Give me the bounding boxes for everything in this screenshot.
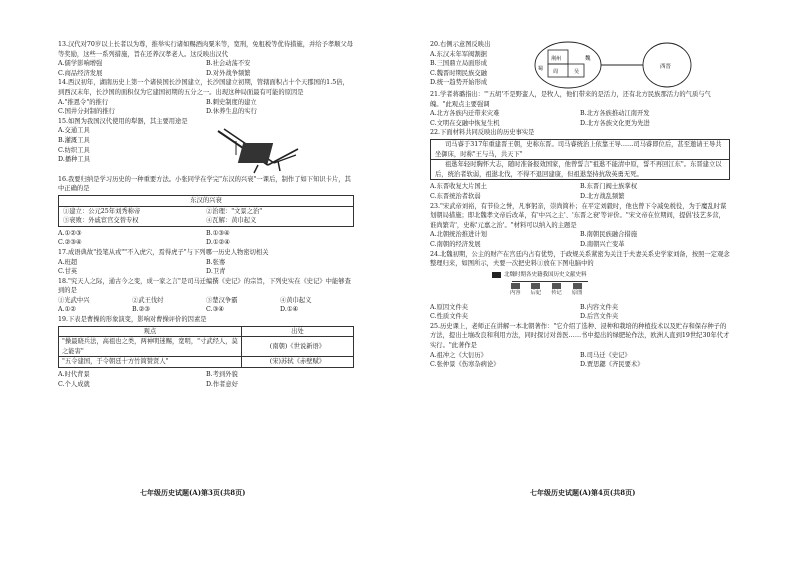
options-row xyxy=(58,380,354,390)
folder-label: 原图 xyxy=(571,289,583,296)
card-item: ①建立：公元25年刘秀称帝 xyxy=(63,207,141,215)
option-c[interactable]: C.③④ xyxy=(206,306,224,314)
question-17 xyxy=(58,248,354,277)
map-label: 西晋 xyxy=(660,64,672,70)
left-page xyxy=(58,40,354,389)
option-c[interactable]: C.张仲景《伤寒杂病论》 xyxy=(430,361,500,369)
items-row xyxy=(58,296,354,306)
option-d[interactable]: D.贾思勰《齐民要术》 xyxy=(580,361,644,369)
option-b[interactable]: B.灌溉工具 xyxy=(58,136,90,144)
option-d[interactable]: D.卫青 xyxy=(206,268,226,276)
question-stem: 17.成语典故"投笔从戎""不入虎穴，焉得虎子"与下列哪一历史人物密切相关 xyxy=(58,248,269,256)
folder-label: 传记 xyxy=(551,289,562,296)
item: ③楚汉争霸 xyxy=(206,296,238,304)
option-b[interactable]: B.①③④ xyxy=(206,229,230,237)
card-item: ④瓦解：黄巾起义 xyxy=(206,217,257,225)
question-24 xyxy=(430,250,730,322)
table-cell: "五令建国，于令朝廷十方竹简赞贤人" xyxy=(59,357,242,368)
option-a[interactable]: A.时代背景 xyxy=(58,371,90,379)
options-row xyxy=(58,238,354,248)
question-stem: 13.汉代对70岁以上长者以为尊，推举实行诸如赐酒肉粟米等，宽刑，免租税等优待措施，并给予孝顺父母等奖励，这些一系列措施，旨在还养汉孝老人。这反映出汉代 xyxy=(58,41,354,58)
options-row xyxy=(58,258,354,268)
question-stem: 19.下表是曹操的形象演变，影响对曹操评价的因素是 xyxy=(58,316,207,324)
table-row xyxy=(59,357,354,368)
option-a[interactable]: A.①② xyxy=(58,306,76,314)
option-b[interactable]: B.张骞 xyxy=(206,258,226,266)
option-c[interactable]: C.商品经济发展 xyxy=(58,69,103,77)
diagram-title: 北魏时期各史籍我国历史文献史料 xyxy=(504,271,587,278)
option-a[interactable]: A.东晋收复大片国土 xyxy=(430,183,487,191)
options-row xyxy=(58,107,354,117)
options-row xyxy=(430,182,730,192)
page-footer-left: 七年级历史试题(A)第3页(共8页) xyxy=(140,488,246,497)
question-16 xyxy=(58,175,354,248)
options-row xyxy=(430,351,730,361)
option-b[interactable]: B.司马迁《史记》 xyxy=(580,351,631,359)
option-d[interactable]: D.①②④ xyxy=(206,239,230,247)
table-header: 观点 xyxy=(59,326,242,337)
options-row xyxy=(430,360,730,370)
map-label: 魏 xyxy=(585,56,591,62)
opinion-table xyxy=(58,326,354,368)
table-header: 出处 xyxy=(241,326,353,337)
option-b[interactable]: B.南朝民族融合措施 xyxy=(580,231,638,239)
option-b[interactable]: B.东晋门阀士族掌权 xyxy=(580,183,638,191)
question-23 xyxy=(430,202,730,250)
table-cell: "操最晓兵法，高祖也之类，两神明迷赐，宽明，"寸武经人，莫之能害" xyxy=(59,337,242,357)
question-stem: 20.右侧示意图反映出 xyxy=(430,41,491,48)
question-stem: 22.下面材料共同反映出的历史事实是 xyxy=(430,129,535,137)
question-stem: 15.如图为我国汉代使用的犁器，其主要用途是 xyxy=(58,117,188,125)
item: ④黄巾起义 xyxy=(280,296,312,304)
option-a[interactable]: A.①②③ xyxy=(58,229,82,237)
options-row xyxy=(430,240,730,250)
options-row xyxy=(430,119,730,129)
question-22 xyxy=(430,128,730,201)
options-row xyxy=(430,230,730,240)
card-title: 东汉的兴衰 xyxy=(59,196,353,207)
question-stem: 16.我要归纳是学习历史的一种重要方法。小张同学在学完"东汉的兴衰"一课后，制作了如下知识卡片，其中正确的是 xyxy=(58,175,351,193)
question-stem: 14.西汉初年，湖南历史上第一个诸侯国长沙国建立，长沙国建立初期，管辖面积占十个天郡国的1.5倍，到西汉末年，长沙国的面积仅为它建国初期的五分之一。出现这种局面最有可能的原因是 xyxy=(58,79,349,96)
options-row xyxy=(430,303,730,313)
option-a[interactable]: A.班超 xyxy=(58,258,78,266)
card-item: ②治理："文景之治" xyxy=(206,207,263,215)
option-c[interactable]: C.性质文件夹 xyxy=(430,313,469,321)
question-13 xyxy=(58,40,354,78)
folder-label: 后妃 xyxy=(530,289,542,296)
folder-diagram xyxy=(430,269,730,303)
question-25 xyxy=(430,322,730,370)
page-footer-right: 七年级历史试题(A)第4页(共8页) xyxy=(530,488,636,497)
folder[interactable] xyxy=(531,283,542,299)
card-item: ③衰败：外戚宦官交替专权 xyxy=(63,217,139,225)
option-a[interactable]: A.北方各族内迁带来灾难 xyxy=(430,110,500,118)
option-d[interactable]: D.统一趋势开始形成 xyxy=(430,79,488,87)
plough-illustration xyxy=(208,125,303,175)
item: ②武王伐纣 xyxy=(132,296,164,304)
option-a[interactable]: A.儒学影响增强 xyxy=(58,60,103,68)
option-b[interactable]: B.刺史制度的建立 xyxy=(206,98,257,106)
question-stem: 25.历史课上，老师正在讲解一本北朝著作："它介绍了选种、浸种和栽培的种植技术以及贮存和保存种子的方法，提出土壤改良和利用方法，同时探讨对兽医……书中提出的绿肥轮作法，欧洲人直到19世纪30年代才实行。"此著作是 xyxy=(430,322,730,350)
option-a[interactable]: A.交通工具 xyxy=(58,127,90,135)
options-row xyxy=(430,109,730,119)
option-a[interactable]: A.原因文件夹 xyxy=(430,303,469,311)
folder[interactable] xyxy=(510,283,521,299)
question-15 xyxy=(58,117,354,175)
option-c[interactable]: C.个人成就 xyxy=(58,380,90,388)
option-d[interactable]: D.北方各族文化更为先进 xyxy=(580,119,650,127)
question-stem: 24.北魏初期，公主的财产在宫廷内占有优势，于政规关系紧密为关注于夫妻关系史学家刘备，按照一定观念整理归来，如图所示，夫要一次把史料①放在下图电脑中的 xyxy=(430,250,730,268)
options-row xyxy=(58,305,354,315)
material-box xyxy=(430,139,730,180)
option-b[interactable]: B.社会动荡不安 xyxy=(206,60,251,68)
option-d[interactable]: D.南朝兴亡变革 xyxy=(580,240,625,248)
option-d[interactable]: D.后宫文件夹 xyxy=(580,313,619,321)
table-cell: (南朝)《世说新语》 xyxy=(241,337,353,357)
options-row xyxy=(58,267,354,277)
folder[interactable] xyxy=(551,283,562,299)
options-row xyxy=(58,69,354,79)
option-a[interactable]: A.北朝统治推进计划 xyxy=(430,231,487,239)
option-a[interactable]: A.祖冲之《大衍历》 xyxy=(430,351,487,359)
option-a[interactable]: A.东汉末年军阀割据 xyxy=(430,50,487,58)
question-21 xyxy=(430,90,730,128)
option-d[interactable]: D.播种工具 xyxy=(58,156,91,164)
option-d[interactable]: D.北方战乱频繁 xyxy=(580,192,625,200)
option-c[interactable]: C.国井分封制的推行 xyxy=(58,108,115,116)
question-18 xyxy=(58,277,354,315)
material-paragraph: 祖逖年轻时胸怀大志，随时准备报效国家，他曾誓言"祖逖不能清中原，誓不再回江东"。东晋建立以后，统治者软弱，祖逖北伐，不得不退回建康，但祖逖坚持抗敌英勇无死。 xyxy=(435,161,722,178)
option-c[interactable]: C.南朝的经济发展 xyxy=(430,240,481,248)
option-d[interactable]: D.①④ xyxy=(280,306,299,314)
table-row xyxy=(59,337,354,357)
question-stem: 18."究天人之际，通古今之变，成一家之言"是司马迁编撰《史记》的宗旨，下列史实在《史记》中能够查到的是 xyxy=(58,277,351,295)
map-label: 周 xyxy=(553,69,559,75)
option-b[interactable]: B.内容文件夹 xyxy=(580,303,619,311)
option-c[interactable]: C.魏晋时期民族交融 xyxy=(430,69,487,77)
options-row xyxy=(430,192,730,202)
option-d[interactable]: D.休养生息的实行 xyxy=(206,108,257,116)
option-b[interactable]: B.北方各族推动江南开发 xyxy=(580,110,650,118)
computer-icon xyxy=(492,272,501,278)
knowledge-card xyxy=(58,195,354,227)
option-c[interactable]: C.文明在交融中恢复生机 xyxy=(430,119,500,127)
option-b[interactable]: B.②③ xyxy=(132,306,150,314)
map-label: 蜀 xyxy=(538,66,544,72)
material-paragraph: 司马睿于317年重建晋王朝，史称东晋。司马睿统治上依靠王导……司马睿即位后，甚至邀请王导共坐御床，时称"王与马，共天下" xyxy=(431,140,729,160)
option-c[interactable]: C.纺织工具 xyxy=(58,146,90,154)
option-c[interactable]: C.甘英 xyxy=(58,268,78,276)
option-b[interactable]: B.考到外貌 xyxy=(206,371,238,379)
option-d[interactable]: D.作者意好 xyxy=(206,380,239,388)
question-14 xyxy=(58,78,354,116)
options-row xyxy=(58,59,354,69)
options-row xyxy=(58,370,354,380)
option-c[interactable]: C.②③④ xyxy=(58,239,82,247)
item: ①光武中兴 xyxy=(58,296,90,304)
option-d[interactable]: D.对外战争频繁 xyxy=(206,69,251,77)
folder-label: 内容 xyxy=(510,289,521,296)
options-row xyxy=(58,98,354,108)
map-label: 吴 xyxy=(574,69,580,75)
table-cell: (宋)苏轼《赤壁赋》 xyxy=(241,357,353,368)
question-stem: 23."宋武帝刘裕，有节俭之誉，凡事躬亲，崇尚简朴；在平定刘毅时，他也曾下令减免税役，为于魔乱时谋划朝局措施；即北魏孝文帝后改革，有'中兴之主'、'东晋之衰'等评价。"宋文帝在位期间，提倡'技艺多营，谁尚繁苛'，史称'元嘉之治'。"材料可以纳入的主题是 xyxy=(430,202,727,229)
option-b[interactable]: B.三国鼎立局面形成 xyxy=(430,60,488,68)
folder[interactable] xyxy=(572,283,583,299)
options-row xyxy=(58,229,354,239)
three-kingdoms-schematic xyxy=(533,40,693,90)
option-a[interactable]: A."推恩令"的推行 xyxy=(58,98,109,106)
map-label: 荆州 xyxy=(551,56,562,62)
option-c[interactable]: C.东晋统治者软弱 xyxy=(430,192,481,200)
question-19 xyxy=(58,315,354,389)
options-row xyxy=(430,312,730,322)
question-stem: 21.学者蒋璐指出："'五胡'不是野蛮人，是牧人，他们带来的是活力，还有北方民族那活力的气质与气魄。"此观点主要强调 xyxy=(430,91,711,108)
